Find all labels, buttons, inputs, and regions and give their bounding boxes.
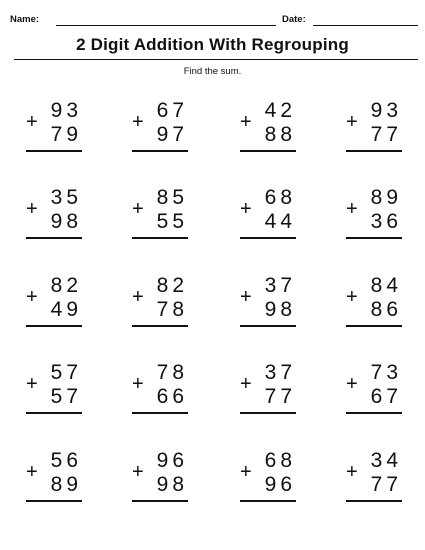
second-addend: 67 [370,385,402,408]
first-addend: 84 [370,274,402,297]
second-addend: 78 [156,298,188,321]
answer-line[interactable] [132,150,188,152]
second-addend: 96 [264,473,296,496]
addition-problem [340,100,416,160]
answer-line[interactable] [346,500,402,502]
answer-line[interactable] [132,325,188,327]
addition-problem [234,450,310,510]
answer-line[interactable] [240,500,296,502]
date-field-line[interactable] [313,25,418,26]
answer-line[interactable] [240,150,296,152]
second-addend: 77 [370,123,402,146]
first-addend: 68 [264,186,296,209]
second-addend: 49 [50,298,82,321]
addition-problem [234,275,310,335]
plus-sign: + [26,461,38,483]
answer-line[interactable] [240,325,296,327]
addition-problem [340,362,416,422]
first-addend: 56 [50,449,82,472]
answer-line[interactable] [26,237,82,239]
second-addend: 57 [50,385,82,408]
problem-grid [20,100,420,530]
answer-line[interactable] [132,237,188,239]
second-addend: 98 [50,210,82,233]
second-addend: 55 [156,210,188,233]
plus-sign: + [26,198,38,220]
answer-line[interactable] [240,237,296,239]
second-addend: 77 [264,385,296,408]
second-addend: 88 [264,123,296,146]
second-addend: 36 [370,210,402,233]
second-addend: 79 [50,123,82,146]
plus-sign: + [240,461,252,483]
first-addend: 93 [50,99,82,122]
answer-line[interactable] [132,412,188,414]
first-addend: 78 [156,361,188,384]
instruction-text: Find the sum. [183,66,242,77]
addition-problem [126,450,202,510]
first-addend: 37 [264,361,296,384]
plus-sign: + [240,286,252,308]
addition-problem [340,187,416,247]
first-addend: 82 [156,274,188,297]
plus-sign: + [346,373,358,395]
addition-problem [126,362,202,422]
first-addend: 73 [370,361,402,384]
second-addend: 98 [156,473,188,496]
worksheet-header [10,10,418,28]
plus-sign: + [132,111,144,133]
plus-sign: + [240,373,252,395]
first-addend: 89 [370,186,402,209]
plus-sign: + [346,461,358,483]
second-addend: 97 [156,123,188,146]
plus-sign: + [346,286,358,308]
answer-line[interactable] [26,412,82,414]
plus-sign: + [132,198,144,220]
answer-line[interactable] [26,325,82,327]
addition-problem [20,275,96,335]
plus-sign: + [240,198,252,220]
addition-problem [340,450,416,510]
addition-problem [234,100,310,160]
answer-line[interactable] [346,412,402,414]
plus-sign: + [346,198,358,220]
second-addend: 66 [156,385,188,408]
second-addend: 77 [370,473,402,496]
addition-problem [234,187,310,247]
first-addend: 93 [370,99,402,122]
first-addend: 42 [264,99,296,122]
first-addend: 68 [264,449,296,472]
first-addend: 85 [156,186,188,209]
addition-problem [20,362,96,422]
first-addend: 96 [156,449,188,472]
plus-sign: + [26,111,38,133]
second-addend: 44 [264,210,296,233]
first-addend: 67 [156,99,188,122]
addition-problem [20,100,96,160]
addition-problem [126,275,202,335]
answer-line[interactable] [26,500,82,502]
answer-line[interactable] [26,150,82,152]
second-addend: 89 [50,473,82,496]
plus-sign: + [240,111,252,133]
answer-line[interactable] [132,500,188,502]
answer-line[interactable] [240,412,296,414]
addition-problem [340,275,416,335]
first-addend: 57 [50,361,82,384]
title-divider [14,59,418,60]
answer-line[interactable] [346,150,402,152]
plus-sign: + [132,461,144,483]
second-addend: 98 [264,298,296,321]
answer-line[interactable] [346,325,402,327]
first-addend: 34 [370,449,402,472]
plus-sign: + [132,286,144,308]
name-field-line[interactable] [56,25,276,26]
page-title: 2 Digit Addition With Regrouping [76,35,349,54]
addition-problem [126,100,202,160]
addition-problem [234,362,310,422]
first-addend: 37 [264,274,296,297]
plus-sign: + [346,111,358,133]
plus-sign: + [26,373,38,395]
plus-sign: + [26,286,38,308]
addition-problem [20,450,96,510]
name-label: Name: [10,14,40,25]
addition-problem [20,187,96,247]
date-label: Date: [282,14,306,25]
first-addend: 35 [50,186,82,209]
plus-sign: + [132,373,144,395]
first-addend: 82 [50,274,82,297]
answer-line[interactable] [346,237,402,239]
second-addend: 86 [370,298,402,321]
addition-problem [126,187,202,247]
